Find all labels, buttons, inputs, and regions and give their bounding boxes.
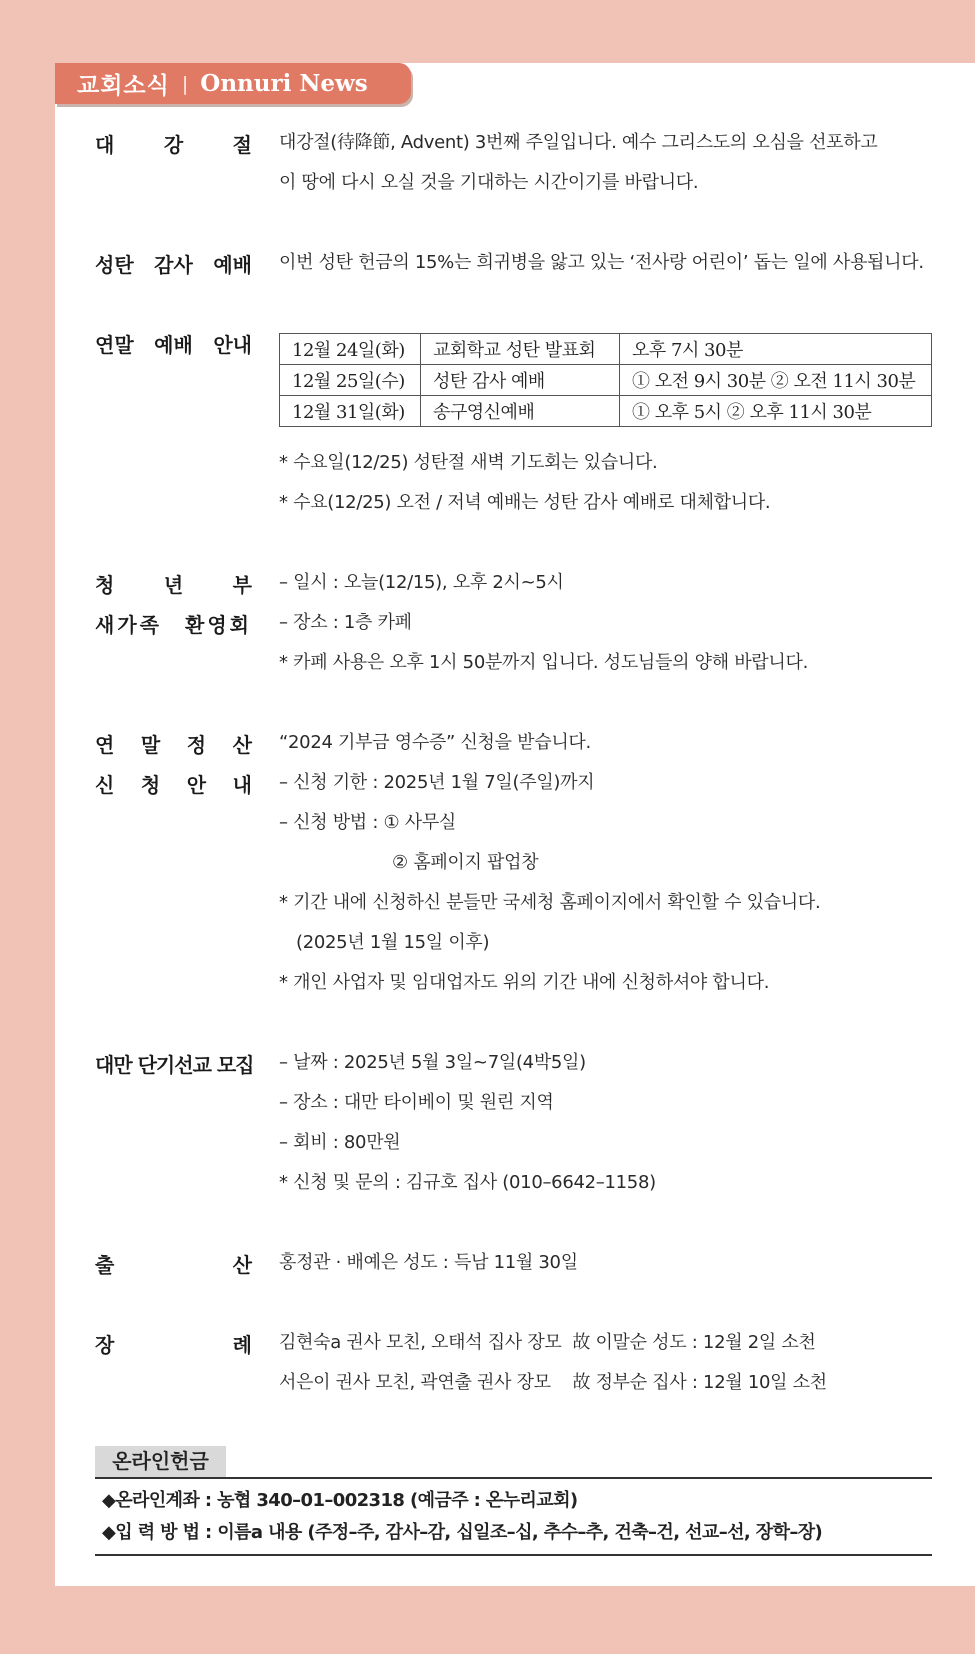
youth-line-2: – 장소 : 1층 카페	[279, 612, 412, 633]
divider	[95, 1477, 932, 1479]
table-cell: 12월 31일(화)	[280, 396, 421, 427]
table-row	[280, 365, 932, 396]
online-account: ◆온라인계좌 : 농협 340–01–002318 (예금주 : 온누리교회)	[102, 1490, 578, 1511]
online-input-method: ◆입 력 방 법 : 이름a 내용 (주정–주, 감사–감, 십일조–십, 추수–추, 건축–건, 선교–선, 장학–장)	[102, 1522, 823, 1543]
receipt-line-3: – 신청 방법 : ① 사무실	[279, 812, 457, 833]
receipt-line-7: * 개인 사업자 및 임대업자도 위의 기간 내에 신청하셔야 합니다.	[279, 972, 770, 993]
table-cell: ① 오후 5시 ② 오후 11시 30분	[620, 396, 932, 427]
table-cell: 오후 7시 30분	[620, 334, 932, 365]
youth-line-1: – 일시 : 오늘(12/15), 오후 2시~5시	[279, 572, 564, 593]
thanksgiving-line: 이번 성탄 헌금의 15%는 희귀병을 앓고 있는 ‘전사랑 어린이’ 돕는 일에 사용됩니다.	[279, 252, 924, 273]
receipt-line-4: ② 홈페이지 팝업창	[392, 852, 539, 873]
header-title-ko: 교회소식	[77, 73, 170, 99]
funeral-line-1: 김현숙a 권사 모친, 오태석 집사 장모 故 이말순 성도 : 12월 2일 소천	[279, 1332, 816, 1353]
yearend-note-2: * 수요(12/25) 오전 / 저녁 예배는 성탄 감사 예배로 대체합니다.	[279, 492, 771, 513]
section-header	[55, 63, 411, 104]
youth-line-3: * 카페 사용은 오후 1시 50분까지 입니다. 성도님들의 양해 바랍니다.	[279, 652, 808, 673]
label-funeral: 장 례	[95, 1332, 252, 1357]
mission-line-1: – 날짜 : 2025년 5월 3일~7일(4박5일)	[279, 1052, 586, 1073]
label-thanksgiving: 성탄 감사 예배	[95, 252, 252, 277]
yearend-note-1: * 수요일(12/25) 성탄절 새벽 기도회는 있습니다.	[279, 452, 658, 473]
table-row	[280, 396, 932, 427]
funeral-line-2: 서은이 권사 모친, 곽연출 권사 장모 故 정부순 집사 : 12월 10일 소천	[279, 1372, 827, 1393]
table-cell: ① 오전 9시 30분 ② 오전 11시 30분	[620, 365, 932, 396]
table-cell: 12월 24일(화)	[280, 334, 421, 365]
receipt-line-6: (2025년 1월 15일 이후)	[296, 932, 490, 953]
mission-line-2: – 장소 : 대만 타이베이 및 원린 지역	[279, 1092, 554, 1113]
advent-line-2: 이 땅에 다시 오실 것을 기대하는 시간이기를 바랍니다.	[279, 172, 699, 193]
advent-line-1: 대강절(待降節, Advent) 3번째 주일입니다. 예수 그리스도의 오심을 선포하고	[279, 132, 878, 153]
table-cell: 교회학교 성탄 발표회	[421, 334, 620, 365]
table-cell: 송구영신예배	[421, 396, 620, 427]
label-yearend: 연말 예배 안내	[95, 332, 252, 357]
birth-line: 홍정관 · 배예은 성도 : 득남 11월 30일	[279, 1252, 578, 1273]
mission-line-4: * 신청 및 문의 : 김규호 집사 (010–6642–1158)	[279, 1172, 656, 1193]
label-receipt: 연 말 정 산	[95, 732, 252, 757]
label-birth: 출 산	[95, 1252, 252, 1277]
table-cell: 성탄 감사 예배	[421, 365, 620, 396]
receipt-line-2: – 신청 기한 : 2025년 1월 7일(주일)까지	[279, 772, 595, 793]
receipt-line-1: “2024 기부금 영수증” 신청을 받습니다.	[279, 732, 591, 753]
header-separator: |	[181, 72, 189, 95]
label-advent: 대 강 절	[95, 132, 252, 157]
label-youth: 청 년 부	[95, 572, 252, 597]
receipt-line-5: * 기간 내에 신청하신 분들만 국세청 홈페이지에서 확인할 수 있습니다.	[279, 892, 821, 913]
table-cell: 12월 25일(수)	[280, 365, 421, 396]
table-row	[280, 334, 932, 365]
label-youth-welcome: 새가족 환영회	[95, 612, 252, 637]
header-title-en: Onnuri News	[200, 70, 368, 97]
yearend-schedule-table	[279, 333, 932, 427]
mission-line-3: – 회비 : 80만원	[279, 1132, 401, 1153]
online-offering-title: 온라인헌금	[95, 1446, 226, 1477]
divider	[95, 1554, 932, 1556]
label-mission: 대만 단기선교 모집	[95, 1052, 254, 1077]
label-receipt-apply: 신 청 안 내	[95, 772, 252, 797]
